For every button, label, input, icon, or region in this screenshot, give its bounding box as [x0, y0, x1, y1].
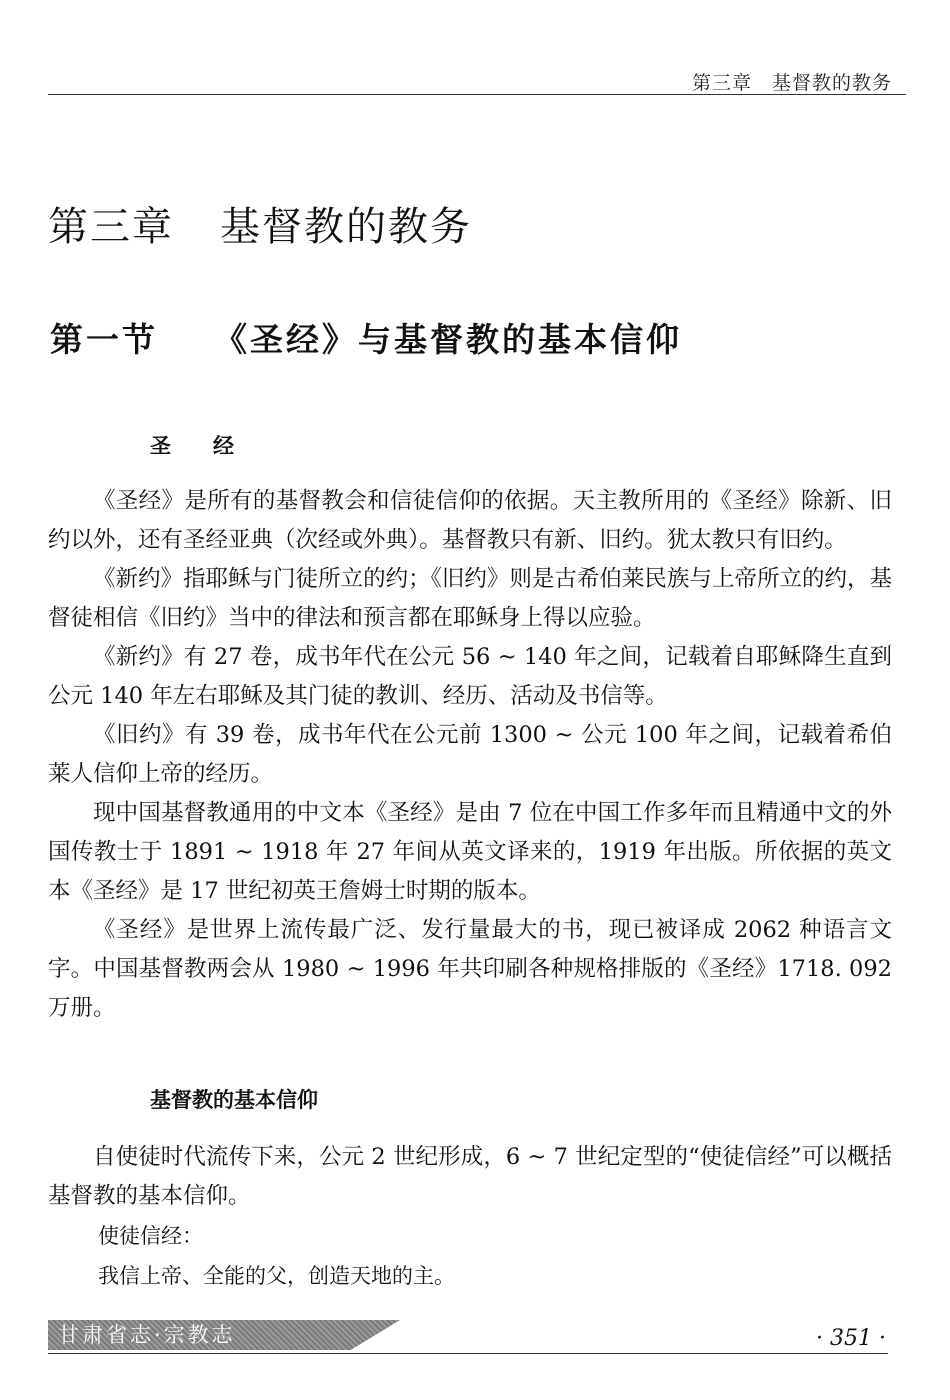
section-title: [50, 314, 682, 361]
footer-book-title: 甘肃省志·宗教志: [58, 1323, 236, 1347]
running-head: 第三章 基督教的教务: [691, 72, 892, 94]
creed-line: 我信上帝、全能的父，创造天地的主。: [98, 1264, 455, 1288]
paragraph: 现中国基督教通用的中文本《圣经》是由 7 位在中国工作多年而且精通中文的外国传教士于 1891 ~ 1918 年 27 年间从英文译来的，1919 年出版。所依据的英文本《圣经》是 17 世纪初英王詹姆士时期的版本。: [48, 800, 892, 904]
paragraph: 自使徒时代流传下来，公元 2 世纪形成，6 ~ 7 世纪定型的“使徒信经”可以概括基督教的基本信仰。: [48, 1144, 892, 1209]
page-number: · 351 ·: [816, 1326, 886, 1351]
paragraph: 《圣经》是世界上流传最广泛、发行量最大的书，现已被译成 2062 种语言文字。中国基督教两会从 1980 ~ 1996 年共印刷各种规格排版的《圣经》1718. 092 万册。: [48, 917, 892, 1021]
subsection-heading-beliefs: 基督教的基本信仰: [150, 1088, 318, 1112]
paragraph: 《新约》有 27 卷，成书年代在公元 56 ~ 140 年之间，记载着自耶稣降生直到公元 140 年左右耶稣及其门徒的教训、经历、活动及书信等。: [48, 644, 892, 709]
chapter-number: 第三章: [48, 204, 174, 250]
header-rule: [48, 94, 906, 95]
footer-rule: [48, 1353, 888, 1354]
chapter-name: 基督教的教务: [220, 204, 472, 250]
creed-label: 使徒信经：: [98, 1224, 203, 1248]
subsection-heading-bible: 圣经: [150, 434, 276, 458]
beliefs-body: [48, 1138, 892, 1216]
chapter-title: [48, 195, 472, 252]
section-number: 第一节: [50, 320, 158, 359]
bible-body: [48, 482, 892, 1028]
section-name: 《圣经》与基督教的基本信仰: [214, 320, 682, 359]
paragraph: 《新约》指耶稣与门徒所立的约；《旧约》则是古希伯莱民族与上帝所立的约，基督徒相信《旧约》当中的律法和预言都在耶稣身上得以应验。: [48, 566, 892, 631]
paragraph: 《旧约》有 39 卷，成书年代在公元前 1300 ~ 公元 100 年之间，记载着希伯莱人信仰上帝的经历。: [48, 722, 892, 787]
paragraph: 《圣经》是所有的基督教会和信徒信仰的依据。天主教所用的《圣经》除新、旧约以外，还有圣经亚典（次经或外典）。基督教只有新、旧约。犹太教只有旧约。: [48, 488, 892, 553]
